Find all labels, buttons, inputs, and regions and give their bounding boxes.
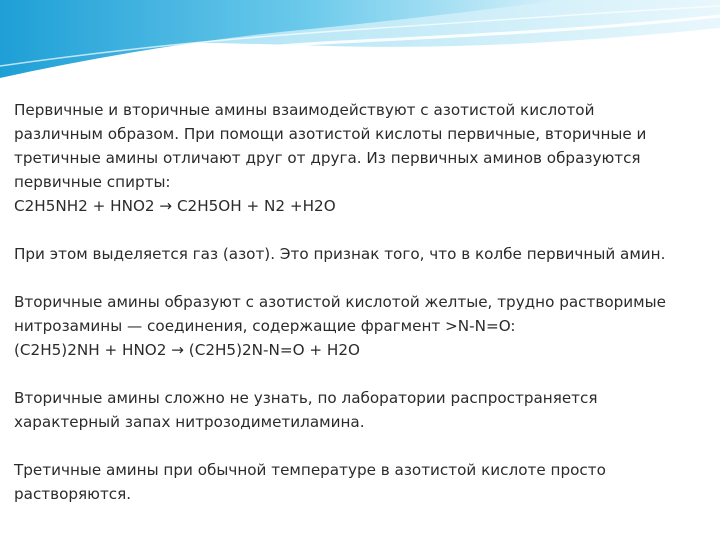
text-line: Первичные и вторичные амины взаимодействуют с азотистой кислотой [14, 101, 595, 119]
paragraph-spacer [14, 218, 710, 242]
paragraph-smell [14, 386, 710, 434]
paragraph-gas-release [14, 242, 710, 266]
paragraph-spacer [14, 362, 710, 386]
text-line: характерный запах нитрозодиметиламина. [14, 413, 365, 431]
text-line: растворяются. [14, 485, 132, 503]
paragraph-tertiary-amines [14, 458, 710, 506]
text-line: Третичные амины при обычной температуре в азотистой кислоте просто [14, 461, 606, 479]
text-line: нитрозамины — соединения, содержащие фрагмент >N-N=O: [14, 317, 516, 335]
paragraph-primary-amines [14, 98, 710, 218]
reaction-equation: (C2H5)2NH + HNO2 → (C2H5)2N-N=O + H2O [14, 341, 360, 359]
text-line: различным образом. При помощи азотистой кислоты первичные, вторичные и [14, 125, 647, 143]
paragraph-secondary-amines [14, 290, 710, 362]
text-line: При этом выделяется газ (азот). Это признак того, что в колбе первичный амин. [14, 245, 666, 263]
text-line: Вторичные амины сложно не узнать, по лаборатории распространяется [14, 389, 598, 407]
content-body [14, 98, 710, 506]
reaction-equation: C2H5NH2 + HNO2 → C2H5OH + N2 +H2O [14, 197, 336, 215]
text-line: третичные амины отличают друг от друга. Из первичных аминов образуются [14, 149, 641, 167]
text-line: первичные спирты: [14, 173, 171, 191]
paragraph-spacer [14, 434, 710, 458]
paragraph-spacer [14, 266, 710, 290]
text-line: Вторичные амины образуют с азотистой кислотой желтые, трудно растворимые [14, 293, 666, 311]
header-wave-decoration [0, 0, 720, 90]
